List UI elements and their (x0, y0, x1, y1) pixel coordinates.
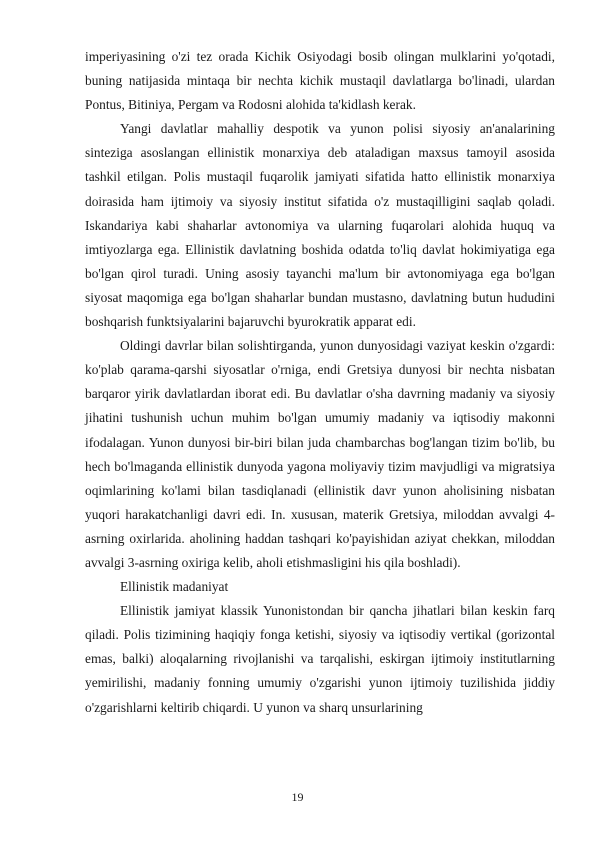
body-text (85, 45, 555, 720)
paragraph-hellenistic-society: Ellinistik jamiyat klassik Yunonistondan bir qancha jihatlari bilan keskin farq qiladi. Polis tizimining haqiqiy fonga ketishi, siyosiy va iqtisodiy vertikal (gorizontal emas, balki) aloqalarning rivojlanishi va tarqalishi, eskirgan ijtimoiy institutlarning yemirilishi, madaniy fonning umumiy o'zgarishi yunon ijtimoiy tuzilishida jiddiy o'zgarishlarni keltirib chiqardi. U yunon va sharq unsurlarining (85, 603, 555, 715)
paragraph-greek-world: Oldingi davrlar bilan solishtirganda, yunon dunyosidagi vaziyat keskin o'zgardi: ko'plab qarama-qarshi siyosatlar o'rniga, endi Gretsiya dunyosi bir nechta nisbatan barqaror yirik davlatlardan iborat edi. Bu davlatlar o'sha davrning madaniy va siyosiy jihatini tushunish uchun muhim bo'lgan umumiy madaniy va iqtisodiy makonni ifodalagan. Yunon dunyosi bir-biri bilan juda chambarchas bog'langan tizim bo'lib, bu hech bo'lmaganda ellinistik dunyoda yagona moliyaviy tizim mavjudligi va migratsiya oqimlarining ko'lami bilan tasdiqlanadi (ellinistik davr yunon aholisining nisbatan yuqori harakatchanligi davri edi. In. xususan, materik Gretsiya, miloddan avvalgi 4-asrning oxirlarida. aholining haddan tashqari ko'payishidan aziyat chekkan, miloddan avvalgi 3-asrning oxiriga kelib, aholi etishmasligini his qila boshladi). (85, 338, 555, 570)
paragraph-continuation: imperiyasining o'zi tez orada Kichik Osiyodagi bosib olingan mulklarini yo'qotadi, buning natijasida mintaqa bir nechta kichik mustaqil davlatlarga bo'linadi, ulardan Pontus, Bitiniya, Pergam va Rodosni alohida ta'kidlash kerak. (85, 49, 555, 113)
section-heading: Ellinistik madaniyat (120, 579, 229, 595)
paragraph-new-states: Yangi davlatlar mahalliy despotik va yunon polisi siyosiy an'analarining sinteziga asoslangan ellinistik monarxiya deb ataladigan maxsus tamoyil asosida tashkil etilgan. Polis mustaqil fuqarolik jamiyati sifatida hatto ellinistik monarxiya doirasida ham ijtimoiy va siyosiy institut sifatida o'z mustaqilligini saqlab qoladi. Iskandariya kabi shaharlar avtonomiya va ularning fuqarolari alohida huquq va imtiyozlarga ega. Ellinistik davlatning boshida odatda to'liq davlat hokimiyatiga ega bo'lgan qirol turadi. Uning asosiy tayanchi ma'lum bir avtonomiyaga ega bo'lgan siyosat maqomiga ega bo'lgan shaharlar bundan mustasno, davlatning butun hududini boshqarish funktsiyalarini bajaruvchi byurokratik apparat edi. (85, 121, 555, 330)
page-number: 19 (291, 790, 304, 804)
